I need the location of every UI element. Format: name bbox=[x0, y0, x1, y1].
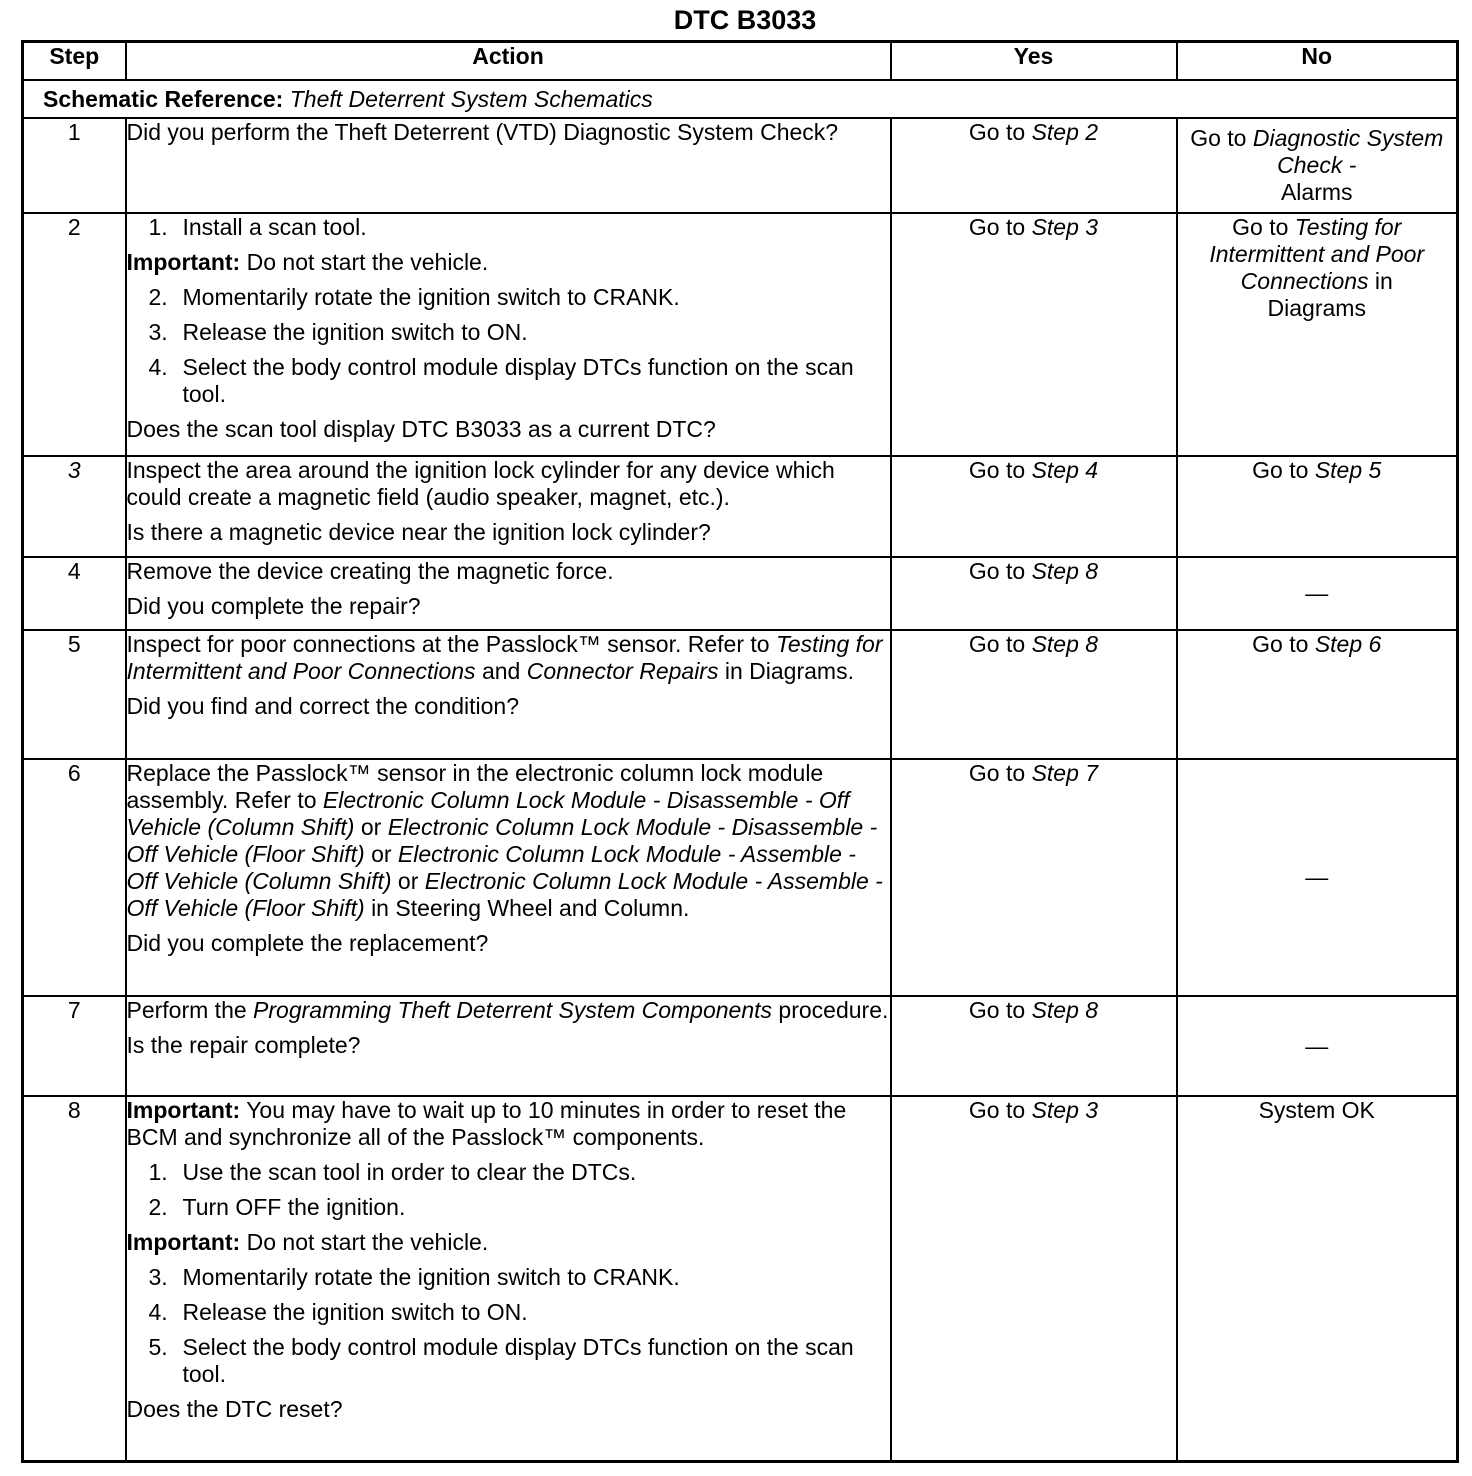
list-item: 3. Release the ignition switch to ON. bbox=[148, 319, 528, 345]
list-item: 1. Install a scan tool. bbox=[148, 214, 367, 240]
yes-cell: Go to Step 3 bbox=[891, 213, 1177, 456]
yes-cell: Go to Step 4 bbox=[891, 456, 1177, 557]
step-number: 7 bbox=[23, 996, 126, 1096]
no-cell: Go to Testing for Intermittent and Poor Connections in Diagrams bbox=[1177, 213, 1458, 456]
yes-cell: Go to Step 8 bbox=[891, 630, 1177, 759]
yes-step-link[interactable]: Step 2 bbox=[1031, 119, 1099, 145]
no-cell bbox=[1177, 1096, 1458, 1462]
action-cell bbox=[126, 557, 891, 630]
question: Did you complete the replacement? bbox=[126, 930, 489, 956]
schematic-reference-row bbox=[23, 80, 1458, 118]
important-note: Important: Do not start the vehicle. bbox=[126, 249, 489, 275]
question: Is there a magnetic device near the ignition lock cylinder? bbox=[126, 519, 711, 545]
step-number: 8 bbox=[23, 1096, 126, 1462]
yes-step-link[interactable]: Step 7 bbox=[1031, 760, 1099, 786]
header-yes: Yes bbox=[891, 42, 1177, 81]
header-step: Step bbox=[23, 42, 126, 81]
yes-step-link[interactable]: Step 8 bbox=[1031, 631, 1099, 657]
instruction-list bbox=[127, 1159, 890, 1221]
table-row bbox=[23, 1096, 1458, 1462]
reference-link[interactable]: Electronic Column Lock Module - Disassemble - Off Vehicle (Column Shift) bbox=[126, 787, 850, 840]
no-cell: Go to Diagnostic System Check - Alarms bbox=[1177, 118, 1458, 213]
no-cell: Go to Step 6 bbox=[1177, 630, 1458, 759]
no-cell bbox=[1177, 557, 1458, 630]
yes-step-link[interactable]: Step 3 bbox=[1031, 214, 1099, 240]
action-cell bbox=[126, 456, 891, 557]
step-number: 2 bbox=[23, 213, 126, 456]
list-item: 2. Momentarily rotate the ignition switch to CRANK. bbox=[148, 284, 680, 310]
instruction-list bbox=[127, 284, 890, 408]
header-row bbox=[23, 42, 1458, 81]
instruction-text: Remove the device creating the magnetic force. bbox=[126, 558, 614, 584]
step-number: 3 bbox=[23, 456, 126, 557]
schematic-link[interactable]: Theft Deterrent System Schematics bbox=[289, 85, 653, 112]
step-number: 4 bbox=[23, 557, 126, 630]
instruction-list bbox=[127, 214, 890, 241]
no-dash: — bbox=[1305, 1032, 1329, 1059]
reference-link[interactable]: Connector Repairs bbox=[526, 658, 719, 684]
instruction-text: Perform the Programming Theft Deterrent System Components procedure. bbox=[126, 997, 889, 1023]
header-no: No bbox=[1177, 42, 1458, 81]
list-item: 4. Select the body control module display DTCs function on the scan tool. bbox=[148, 354, 854, 407]
no-dash: — bbox=[1305, 580, 1329, 606]
yes-step-link[interactable]: Step 4 bbox=[1031, 457, 1099, 483]
yes-cell: Go to Step 8 bbox=[891, 557, 1177, 630]
action-cell bbox=[126, 118, 891, 213]
instruction-list bbox=[127, 1264, 890, 1388]
step-number: 5 bbox=[23, 630, 126, 759]
no-cell: Go to Step 5 bbox=[1177, 456, 1458, 557]
table-row bbox=[23, 630, 1458, 759]
table-row bbox=[23, 996, 1458, 1096]
no-step-link[interactable]: Step 6 bbox=[1314, 631, 1382, 657]
list-item: 5. Select the body control module display DTCs function on the scan tool. bbox=[148, 1334, 854, 1387]
table-row bbox=[23, 118, 1458, 213]
reference-link[interactable]: Electronic Column Lock Module - Assemble - Off Vehicle (Floor Shift) bbox=[126, 868, 883, 921]
action-cell bbox=[126, 759, 891, 996]
action-cell bbox=[126, 1096, 891, 1462]
question: Did you find and correct the condition? bbox=[126, 693, 520, 719]
schematic-label: Schematic Reference: bbox=[43, 85, 284, 112]
instruction-text: Replace the Passlock™ sensor in the electronic column lock module assembly. Refer to Electronic Column Lock Module - Disassemble - Off Vehicle (Column Shift) or Electronic Column Lock Module - Disassemble - Off Vehicle (Floor Shift) or Electronic Column Lock Module - Assemble - Off Vehicle (Column Shift) or Electronic Column Lock Module - Assemble - Off Vehicle (Floor Shift) in Steering Wheel and Column. bbox=[126, 760, 883, 921]
important-note: Important: Do not start the vehicle. bbox=[126, 1229, 489, 1255]
instruction-text: Inspect the area around the ignition lock cylinder for any device which could create a magnetic field (audio speaker, magnet, etc.). bbox=[126, 457, 835, 510]
step-number: 1 bbox=[23, 118, 126, 213]
no-link[interactable]: Testing for Intermittent and Poor Connections bbox=[1209, 214, 1425, 294]
reference-link[interactable]: Electronic Column Lock Module - Disassemble - Off Vehicle (Floor Shift) bbox=[126, 814, 878, 867]
table-row bbox=[23, 557, 1458, 630]
yes-cell: Go to Step 8 bbox=[891, 996, 1177, 1096]
action-cell bbox=[126, 213, 891, 456]
question: Did you complete the repair? bbox=[126, 593, 421, 619]
yes-cell: Go to Step 7 bbox=[891, 759, 1177, 996]
schematic-reference bbox=[23, 80, 1458, 118]
no-dash: — bbox=[1305, 864, 1329, 890]
table-row bbox=[23, 456, 1458, 557]
action-cell bbox=[126, 996, 891, 1096]
yes-cell: Go to Step 3 bbox=[891, 1096, 1177, 1462]
question: Does the DTC reset? bbox=[126, 1396, 343, 1422]
list-item: 3. Momentarily rotate the ignition switch to CRANK. bbox=[148, 1264, 680, 1290]
yes-step-link[interactable]: Step 8 bbox=[1031, 558, 1099, 584]
yes-step-link[interactable]: Step 8 bbox=[1031, 997, 1099, 1023]
step-number: 6 bbox=[23, 759, 126, 996]
reference-link[interactable]: Programming Theft Deterrent System Components bbox=[253, 997, 773, 1023]
reference-link[interactable]: Testing for Intermittent and Poor Connections bbox=[126, 631, 883, 684]
list-item: 4. Release the ignition switch to ON. bbox=[148, 1299, 528, 1325]
yes-cell: Go to Step 2 bbox=[891, 118, 1177, 213]
table-row bbox=[23, 759, 1458, 996]
no-link[interactable]: Diagnostic System Check - bbox=[1252, 125, 1444, 178]
question: Is the repair complete? bbox=[126, 1032, 361, 1058]
question: Did you perform the Theft Deterrent (VTD) Diagnostic System Check? bbox=[126, 119, 839, 145]
no-step-link[interactable]: Step 5 bbox=[1314, 457, 1382, 483]
action-cell bbox=[126, 630, 891, 759]
no-cell bbox=[1177, 996, 1458, 1096]
result-text: System OK bbox=[1258, 1097, 1375, 1123]
question: Does the scan tool display DTC B3033 as a current DTC? bbox=[126, 416, 716, 442]
instruction-text: Inspect for poor connections at the Passlock™ sensor. Refer to Testing for Intermittent and Poor Connections and Connector Repairs in Diagrams. bbox=[126, 631, 883, 684]
page-title: DTC B3033 bbox=[673, 5, 817, 35]
list-item: 2. Turn OFF the ignition. bbox=[148, 1194, 406, 1220]
header-action: Action bbox=[126, 42, 891, 81]
no-cell bbox=[1177, 759, 1458, 996]
list-item: 1. Use the scan tool in order to clear the DTCs. bbox=[148, 1159, 637, 1185]
important-note: Important: You may have to wait up to 10 minutes in order to reset the BCM and synchronize all of the Passlock™ components. bbox=[126, 1097, 847, 1150]
diagnostic-table bbox=[21, 40, 1459, 1463]
reference-link[interactable]: Electronic Column Lock Module - Assemble - Off Vehicle (Column Shift) bbox=[126, 841, 856, 894]
table-row bbox=[23, 213, 1458, 456]
yes-step-link[interactable]: Step 3 bbox=[1031, 1097, 1099, 1123]
